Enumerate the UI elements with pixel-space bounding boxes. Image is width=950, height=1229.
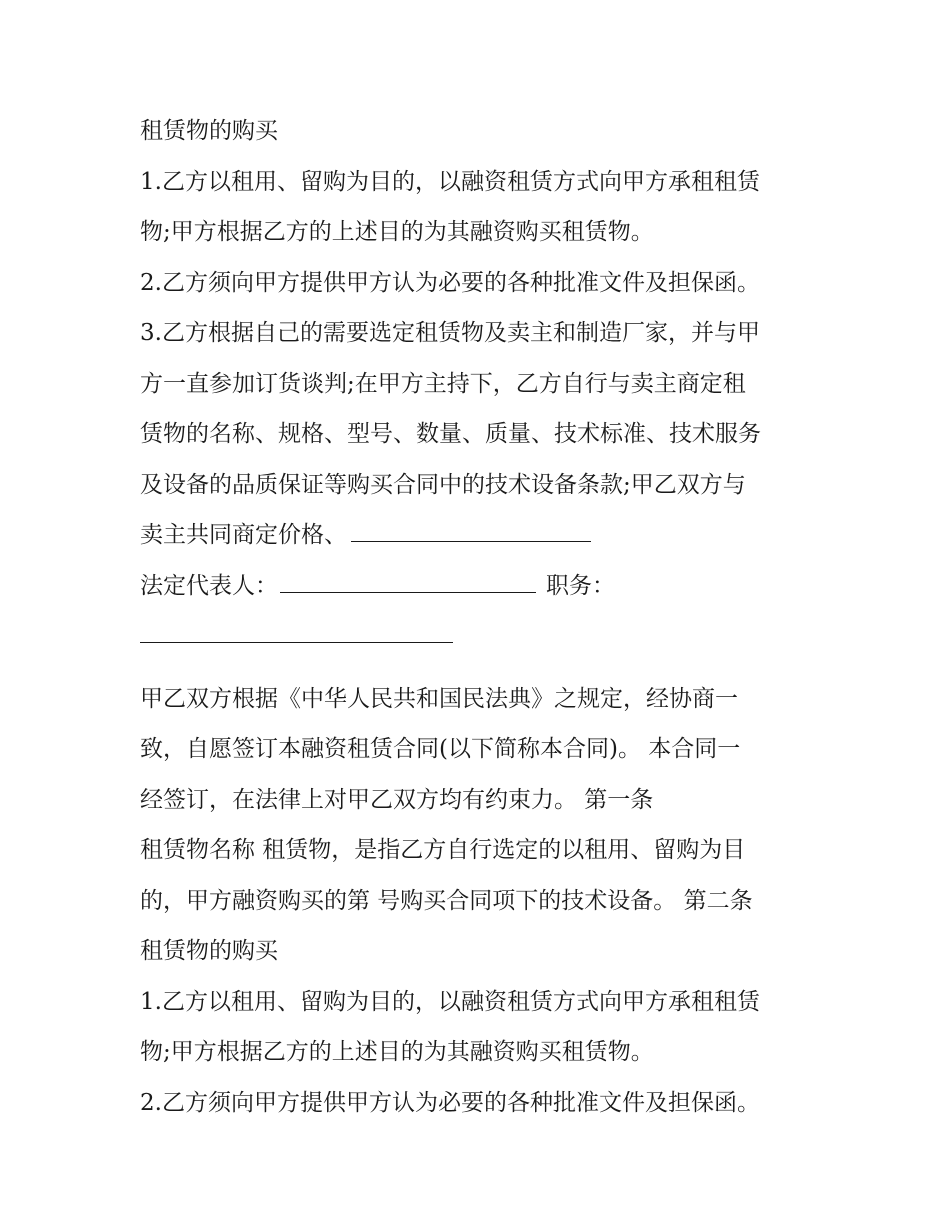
position-blank-line	[140, 611, 820, 662]
document-body	[140, 106, 820, 1128]
paragraph-gap	[140, 662, 820, 674]
text-line: 甲乙双方根据《中华人民共和国民法典》之规定，经协商一	[140, 685, 738, 712]
text-line: 方一直参加订货谈判;在甲方主持下，乙方自行与卖主商定租	[140, 370, 746, 397]
price-blank	[351, 511, 591, 542]
price-line	[140, 510, 820, 561]
text-line: 的，甲方融资购买的第 号购买合同项下的技术设备。 第二条	[140, 887, 753, 914]
text-line: 2.乙方须向甲方提供甲方认为必要的各种批准文件及担保函。	[140, 269, 760, 296]
representative-blank	[280, 562, 536, 593]
representative-label: 法定代表人：	[140, 572, 278, 599]
text-line: 3.乙方根据自己的需要选定租赁物及卖主和制造厂家，并与甲	[140, 320, 760, 346]
representative-line	[140, 561, 820, 612]
text-line: 赁物的名称、规格、型号、数量、质量、技术标准、技术服务	[140, 421, 761, 447]
position-blank	[140, 612, 453, 643]
text-line: 致，自愿签订本融资租赁合同(以下简称本合同)。 本合同一	[140, 736, 741, 762]
price-line-text: 卖主共同商定价格、	[140, 522, 347, 548]
text-line: 租赁物名称 租赁物，是指乙方自行选定的以租用、留购为目	[140, 837, 746, 863]
text-line: 1.乙方以租用、留购为目的，以融资租赁方式向甲方承租租赁	[140, 988, 760, 1015]
text-line: 及设备的品质保证等购买合同中的技术设备条款;甲乙双方与	[140, 471, 746, 498]
text-line: 租赁物的购买	[140, 118, 278, 144]
text-line: 经签订，在法律上对甲乙双方均有约束力。 第一条	[140, 786, 654, 813]
text-line: 物;甲方根据乙方的上述目的为其融资购买租赁物。	[140, 219, 654, 245]
text-line: 1.乙方以租用、留购为目的，以融资租赁方式向甲方承租租赁	[140, 168, 760, 195]
text-line: 物;甲方根据乙方的上述目的为其融资购买租赁物。	[140, 1039, 654, 1065]
text-line: 租赁物的购买	[140, 938, 278, 964]
text-line: 2.乙方须向甲方提供甲方认为必要的各种批准文件及担保函。	[140, 1089, 760, 1116]
position-label: 职务：	[546, 572, 615, 599]
